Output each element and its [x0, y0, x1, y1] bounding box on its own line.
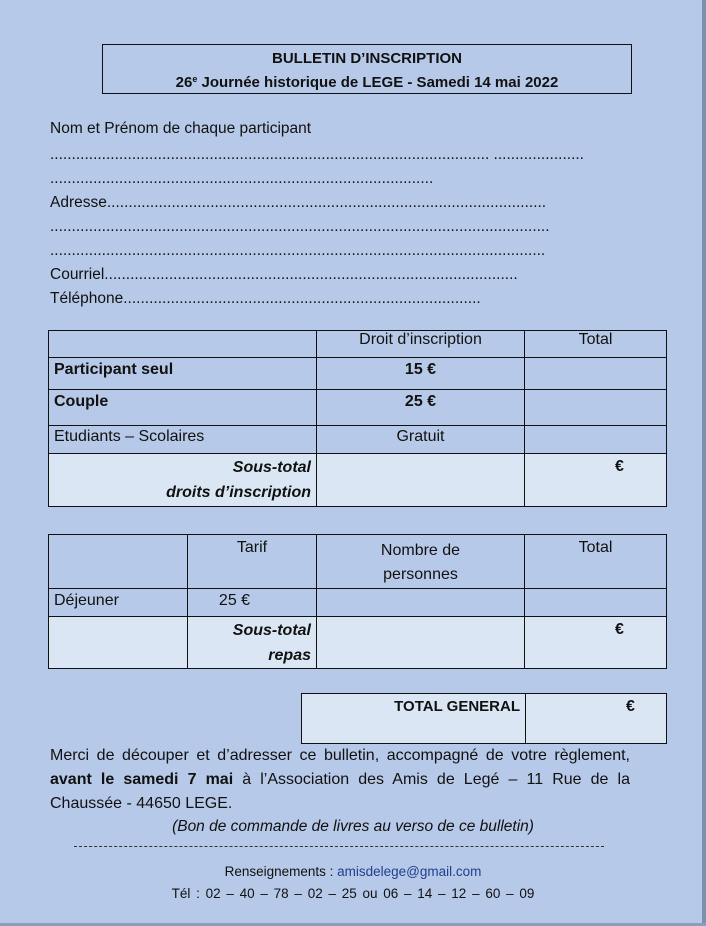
contact-email[interactable]: amisdelege@gmail.com [337, 864, 482, 879]
address-line-3[interactable]: ................................................................................................................... [50, 242, 546, 259]
names-line-2[interactable]: ......................................................................................... [50, 170, 434, 187]
total-general-table [301, 693, 667, 744]
instructions-part2: à l’Association des Amis de Legé – 11 Rue de la Chaussée - 44650 LEGE. [50, 771, 630, 812]
instructions-deadline: avant le samedi 7 mai [50, 771, 234, 788]
meal-header-nombre-line1: Nombre de [380, 542, 461, 559]
meal-subtotal-total[interactable]: € [525, 617, 667, 669]
reg-subtotal-empty [317, 454, 525, 507]
meal-header-nombre [317, 535, 525, 589]
reg-header-droit: Droit d’inscription [317, 331, 525, 358]
contact-phones: Tél : 02 – 40 – 78 – 02 – 25 ou 06 – 14 – 12 – 60 – 09 [171, 886, 535, 901]
reg-row-total-cell[interactable] [525, 426, 667, 454]
page-edge-shadow [702, 0, 706, 926]
reg-row-total-cell[interactable] [525, 358, 667, 390]
reg-row-price: 25 € [317, 390, 525, 426]
contact-label: Renseignements : [224, 864, 338, 879]
title-box [102, 44, 632, 94]
meal-subtotal-line1: Sous-total [232, 622, 311, 639]
meal-header-nombre-line2: personnes [383, 566, 458, 583]
meal-row-total-cell[interactable] [525, 589, 667, 617]
reg-subtotal-line2: droits d’inscription [166, 484, 311, 501]
meal-subtotal-count-empty [317, 617, 525, 669]
meal-row-count-cell[interactable] [317, 589, 525, 617]
reg-row-price: 15 € [317, 358, 525, 390]
meal-subtotal-line2: repas [268, 647, 311, 664]
reg-row-label: Participant seul [49, 358, 317, 390]
total-general-value[interactable]: € [526, 694, 667, 744]
phone-line[interactable]: Téléphone................................................................................... [50, 290, 481, 307]
contact-info [0, 864, 706, 879]
names-label: Nom et Prénom de chaque participant [50, 120, 312, 137]
meal-row-price: 25 € [188, 589, 317, 617]
reg-row-label: Etudiants – Scolaires [49, 426, 317, 454]
address-line-2[interactable]: .................................................................................................................... [50, 218, 550, 235]
reg-row-price: Gratuit [317, 426, 525, 454]
names-line-1[interactable]: ...................................................................................................... ..................... [50, 146, 584, 163]
title-rest: Journée historique de LEGE - Samedi 14 mai 2022 [197, 74, 559, 91]
meal-table [48, 534, 667, 669]
title-line2 [103, 69, 631, 93]
reg-row-label: Couple [49, 390, 317, 426]
meal-header-total: Total [525, 535, 667, 589]
reg-row-total-cell[interactable] [525, 390, 667, 426]
reg-subtotal-total[interactable]: € [525, 454, 667, 507]
reg-subtotal-line1: Sous-total [232, 459, 311, 476]
reg-subtotal-label [49, 454, 317, 507]
meal-subtotal-label [188, 617, 317, 669]
cut-line [74, 846, 604, 847]
title-line1: BULLETIN D’INSCRIPTION [272, 50, 462, 67]
title-number: 26 [175, 74, 193, 91]
instructions-part1: Merci de découper et d’adresser ce bulletin, accompagné de votre règlement, [50, 747, 630, 764]
book-order-note: (Bon de commande de livres au verso de ce bulletin) [172, 818, 534, 835]
reg-header-total: Total [525, 331, 667, 358]
title-superscript: e [192, 74, 198, 84]
total-general-label: TOTAL GENERAL [302, 694, 526, 744]
reg-header-empty [49, 331, 317, 358]
meal-header-tarif: Tarif [188, 535, 317, 589]
address-line-1[interactable]: Adresse...................................................................................................... [50, 194, 547, 211]
email-line[interactable]: Courriel................................................................................................ [50, 266, 518, 283]
registration-table [48, 330, 667, 507]
instructions-paragraph [50, 744, 630, 816]
meal-row-label: Déjeuner [49, 589, 188, 617]
meal-subtotal-empty [49, 617, 188, 669]
meal-header-empty [49, 535, 188, 589]
